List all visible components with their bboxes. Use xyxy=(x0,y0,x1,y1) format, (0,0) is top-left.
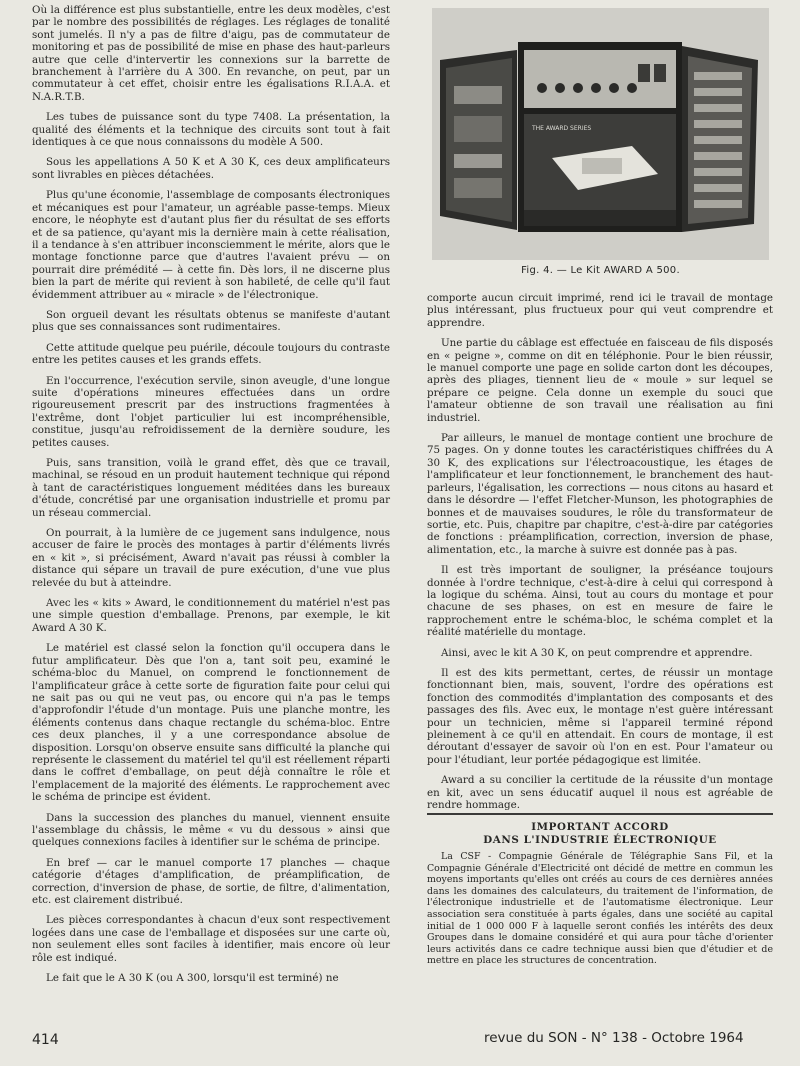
box-title-line: IMPORTANT ACCORD xyxy=(531,821,669,833)
paragraph: Ainsi, avec le kit A 30 K, on peut comprendre et apprendre. xyxy=(441,646,753,659)
journal-footer: revue du SON - N° 138 - Octobre 1964 xyxy=(484,1030,744,1046)
right-column xyxy=(427,292,773,819)
paragraph: Sous les appellations A 50 K et A 30 K, ces deux amplificateurs sont livrables en pièces détachées. xyxy=(32,156,390,181)
paragraph: Dans la succession des planches du manuel, viennent ensuite l'assemblage du châssis, le même « vu du dessous » ainsi que quelques connexions faciles à identifier sur le schéma de principe. xyxy=(32,811,390,849)
paragraph: Il est des kits permettant, certes, de réussir un montage fonctionnant bien, mais, souvent, l'ordre des opérations est fonction des commodités d'implantation des composants et des passages des fils. Avec eux, le montage n'est guère intéressant pour un technicien, même si l'appareil terminé répond pleinement à ce qu'il en attendait. En cours de montage, il est déroutant d'essayer de savoir où l'on en est. Pour l'amateur ou pour l'étudiant, leur portée pédagogique est limitée. xyxy=(427,666,773,766)
page-number: 414 xyxy=(32,1032,59,1048)
paragraph: Il est très important de souligner, la préséance toujours donnée à l'ordre technique, c'est-à-dire à celui qui correspond à la logique du schéma. Ainsi, tout au cours du montage et pour chacune de ses phases, on est en mesure de faire le rapprochement entre le schéma-bloc, le schéma complet et la réalité matérielle du montage. xyxy=(427,564,773,639)
paragraph: Cette attitude quelque peu puérile, découle toujours du contraste entre les petites causes et les grands effets. xyxy=(32,341,390,367)
paragraph: Son orgueil devant les résultats obtenus se manifeste d'autant plus que ses connaissances sont rudimentaires. xyxy=(32,308,390,334)
paragraph: En l'occurrence, l'exécution servile, sinon aveugle, d'une longue suite d'opérations mineures effectuées dans un ordre rigoureusement prescrit par des instructions fragmentées à l'extrême, dont l'objet particulier lui est incompréhensible, constitue, jusqu'au refroidissement de la dernière soudure, les petites causes. xyxy=(32,374,390,449)
paragraph: En bref — car le manuel comporte 17 planches — chaque catégorie d'étages d'amplification, de préamplification, de correction, d'inversion de phase, de sortie, de filtre, d'alimentation, etc. est clairement distribué. xyxy=(32,856,390,906)
paragraph: Où la différence est plus substantielle, entre les deux modèles, c'est par le nombre des possibilités de réglages. Les réglages de tonalité sont jumelés. Il n'y a pas de filtre d'aigu, pas de commutateur de monitoring et pas de possibilité de mise en phase des haut-parleurs autre que celle d'intervertir les connexions sur la barrette de branchement à l'arrière du A 300. En revanche, on peut, par un commutateur à cet effet, choisir entre les égalisations R.I.A.A. et N.A.R.T.B. xyxy=(32,4,390,103)
box-title-line: DANS L'INDUSTRIE ÉLECTRONIQUE xyxy=(483,834,717,846)
paragraph: Les tubes de puissance sont du type 7408. La présentation, la qualité des éléments et la technique des circuits sont tout à fait identiques à ce que nous connaissons du modèle A 500. xyxy=(32,111,390,149)
box-body: La CSF - Compagnie Générale de Télégraphie Sans Fil, et la Compagnie Générale d'Electricité ont décidé de mettre en commun les moyens importants qu'elles ont créés au cours de ces dernières années dans les domaines des calculateurs, du traitement de l'information, de l'électronique industrielle et de l'automatisme électronique. Leur association sera constituée à parts égales, dans une société au capital initial de 1 000 000 F à laquelle seront confiés les intérêts des deux Groupes dans le domaine considéré et qui aura pour tâche d'orienter leurs activités dans ce cadre technique aussi bien que d'étudier et de mettre en place les structures de concentration. xyxy=(427,851,773,967)
paragraph: Plus qu'une économie, l'assemblage de composants électroniques et mécaniques est pour l'amateur, un agréable passe-temps. Mieux encore, le néophyte est d'autant plus fier du résultat de ses efforts et de sa patience, qu'ayant mis la dernière main à cette réalisation, il a tendance à s'en attribuer inconsciemment le mérite, alors que le montage fonctionne parce que d'autres l'avaient prévu — on pourrait dire prémédité — à cette fin. Dès lors, il ne discerne plus bien la part de mérite qui revient à son habileté, de celle qu'il faut évidemment attribuer au « miracle » de l'électronique. xyxy=(32,189,390,301)
section-divider xyxy=(427,813,773,815)
figure-caption: Fig. 4. — Le Kit AWARD A 500. xyxy=(521,265,680,276)
paragraph: Avec les « kits » Award, le conditionnement du matériel n'est pas une simple question d'emballage. Prenons, par exemple, le kit Award A 30 K. xyxy=(32,597,390,634)
paragraph: comporte aucun circuit imprimé, rend ici le travail de montage plus intéressant, plus fructueux pour qui veut comprendre et apprendre. xyxy=(427,292,773,329)
left-column xyxy=(32,4,390,992)
paragraph: Par ailleurs, le manuel de montage contient une brochure de 75 pages. On y donne toutes les caractéristiques chiffrées du A 30 K, des explications sur l'électroacoustique, les étages de l'amplificateur et leur fonctionnement, le branchement des haut-parleurs, l'égalisation, les corrections — nous citons au hasard et dans le désordre — l'effet Fletcher-Munson, les photographies de bonnes et de mauvaises soudures, le rôle du transformateur de sortie, etc. Puis, chapitre par chapitre, c'est-à-dire par catégories de fonctions : préamplification, correction, inversion de phase, alimentation, etc., la marche à suivre est donnée pas à pas. xyxy=(427,432,773,556)
inner-label: THE AWARD SERIES xyxy=(532,125,592,132)
award-kit-illustration xyxy=(432,8,769,260)
paragraph: Les pièces correspondantes à chacun d'eux sont respectivement logées dans une case de l'emballage et disposées sur une carte où, non seulement elles sont faciles à identifier, mais encore où leur rôle est indiqué. xyxy=(32,914,390,964)
paragraph: Award a su concilier la certitude de la réussite d'un montage en kit, avec un sens éducatif auquel il nous est agréable de rendre hommage. xyxy=(427,774,773,812)
box-title xyxy=(427,821,773,847)
paragraph: Une partie du câblage est effectuée en faisceau de fils disposés en « peigne », comme on dit en téléphonie. Pour le bien réussir, le manuel comporte une page en solide carton dont les découpes, après des pliages, tiennent lieu de « moule » sur lequel se prépare ce peigne. Cela donne un exemple du souci que l'amateur obtienne de son travail une réalisation au fini industriel. xyxy=(427,337,773,424)
paragraph: On pourrait, à la lumière de ce jugement sans indulgence, nous accuser de faire le procès des montages à partir d'éléments livrés en « kit », si précisément, Award n'avait pas réussi à combler la distance qui sépare un travail de pure exécution, d'une vue plus relevée du but à atteindre. xyxy=(32,527,390,589)
paragraph: Puis, sans transition, voilà le grand effet, dès que ce travail, machinal, se résoud en un produit hautement technique qui répond à tant de caractéristiques longuement méditées dans les bureaux d'étude, concrétisé par une organisation industrielle et promu par un réseau commercial. xyxy=(32,457,390,519)
paragraph: Le matériel est classé selon la fonction qu'il occupera dans le futur amplificateur. Dès que l'on a, tant soit peu, examiné le schéma-bloc du Manuel, on comprend le fonctionnement de l'amplificateur grâce à cette sorte de figuration faite pour celui qui ne sait pas ou qui ne veut pas, ou encore qui n'a pas le temps d'approfondir l'étude d'un montage. Puis une planche montre, les éléments contenus dans chaque rectangle du schéma-bloc. Entre ces deux planches, il y a une correspondance absolue de disposition. Lorsqu'on observe ensuite sans difficulté la planche qui représente le classement du matériel tel qu'il est réellement réparti dans le coffret d'emballage, on peut déjà connaître le rôle et l'emplacement de la majorité des éléments. Le rapprochement avec le schéma de principe est évident. xyxy=(32,642,390,804)
paragraph: Le fait que le A 30 K (ou A 300, lorsqu'il est terminé) ne xyxy=(46,972,339,985)
kit-photo xyxy=(432,8,769,260)
